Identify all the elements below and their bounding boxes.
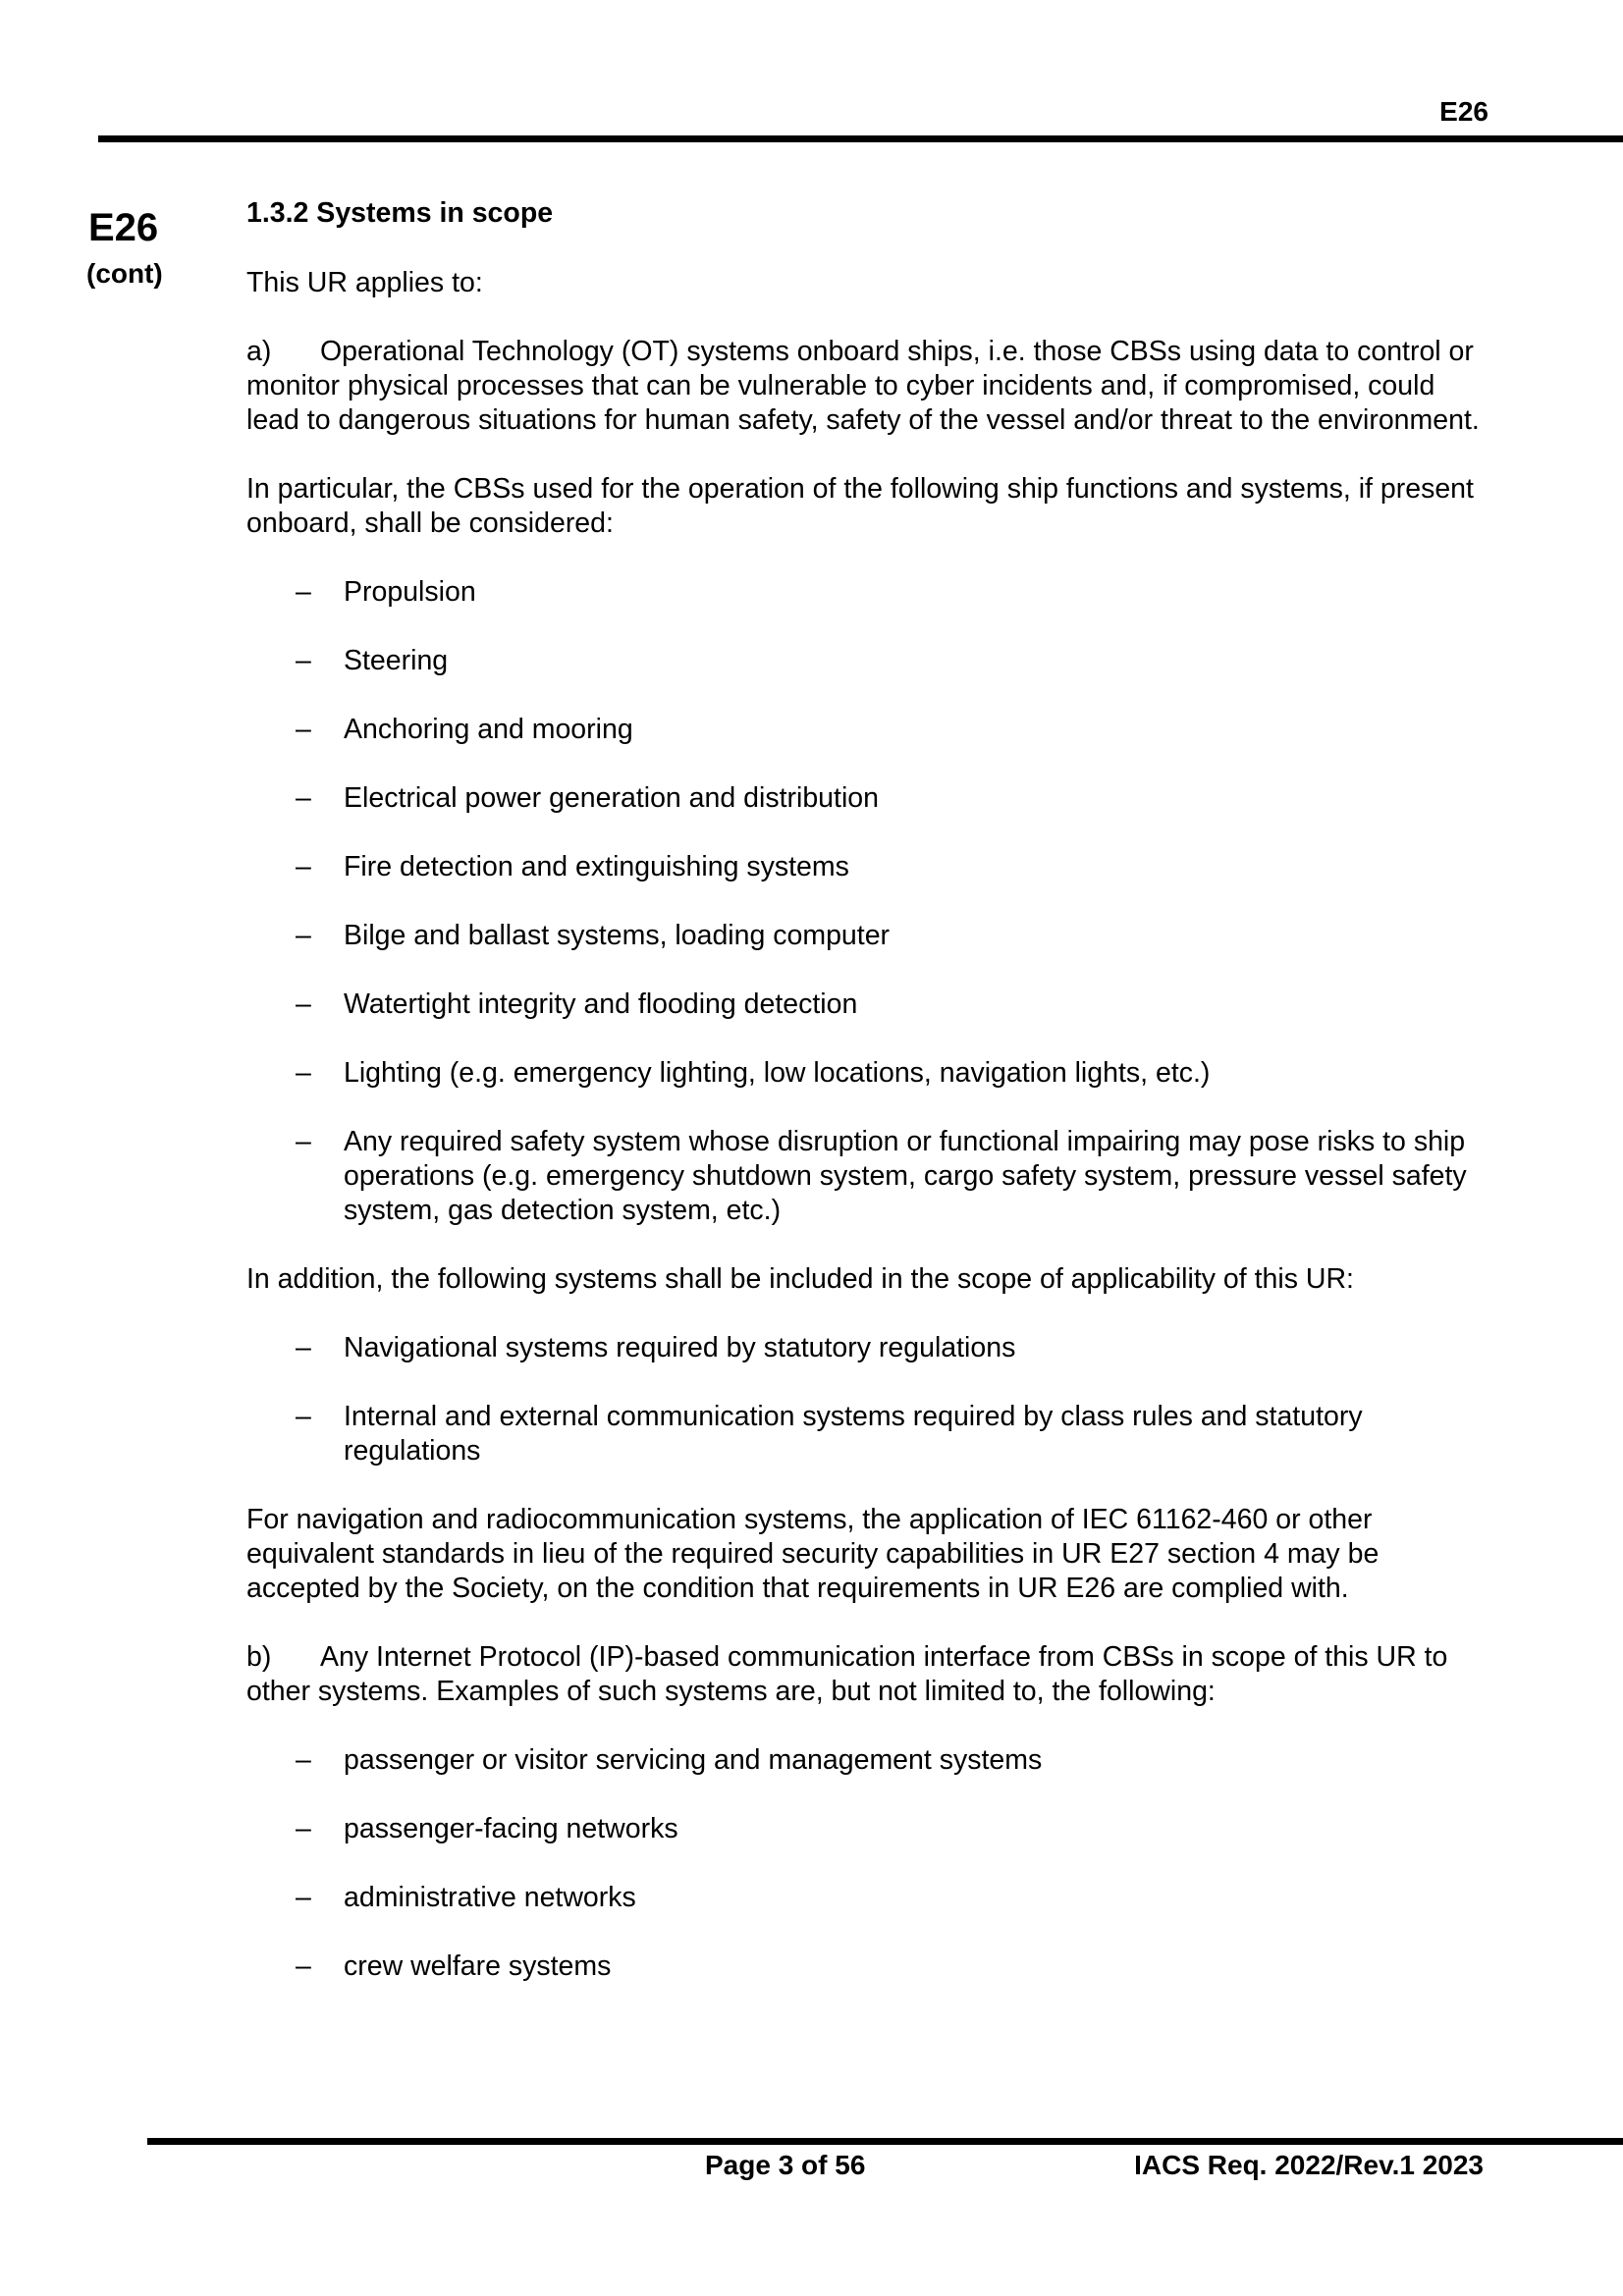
page-number: Page 3 of 56 <box>705 2150 866 2180</box>
dash-bullet: – <box>296 1332 311 1363</box>
document-body <box>246 196 1493 2018</box>
document-reference: IACS Req. 2022/Rev.1 2023 <box>1134 2150 1484 2180</box>
item-b-text: Any Internet Protocol (IP)-based communication interface from CBSs in scope of this UR to other systems. Examples of such systems are, but not limited to, the following: <box>246 1641 1448 1707</box>
margin-document-code: E26 <box>88 206 159 249</box>
dash-bullet: – <box>296 1401 311 1432</box>
additional-systems-list <box>246 1331 1493 1468</box>
list-item: – Any required safety system whose disruption or functional impairing may pose risks to ship operations (e.g. emergency shutdown system, cargo safety system, pressure vessel safety system, gas detection system, etc.) <box>296 1126 1467 1226</box>
list-item: – Navigational systems required by statutory regulations <box>296 1332 1016 1363</box>
dash-bullet: – <box>296 1813 311 1844</box>
list-item: – Anchoring and mooring <box>296 714 633 745</box>
list-item: – Fire detection and extinguishing systems <box>296 851 849 882</box>
dash-bullet: – <box>296 851 311 882</box>
list-item: – Electrical power generation and distribution <box>296 782 879 814</box>
particular-paragraph: In particular, the CBSs used for the operation of the following ship functions and systems, if present onboard, shall be considered: <box>246 473 1474 539</box>
item-a-paragraph <box>246 335 1493 438</box>
dash-bullet: – <box>296 1950 311 1982</box>
dash-bullet: – <box>296 576 311 608</box>
header-rule <box>98 135 1623 142</box>
addition-paragraph: In addition, the following systems shall be included in the scope of applicability of this UR: <box>246 1263 1354 1295</box>
dash-bullet: – <box>296 1744 311 1776</box>
margin-continued-label: (cont) <box>86 258 163 289</box>
dash-bullet: – <box>296 645 311 676</box>
item-b-paragraph <box>246 1640 1493 1709</box>
ship-functions-list <box>246 575 1493 1228</box>
list-item: – Lighting (e.g. emergency lighting, low locations, navigation lights, etc.) <box>296 1057 1211 1089</box>
list-item: – Propulsion <box>296 576 476 608</box>
dash-bullet: – <box>296 920 311 951</box>
navigation-paragraph: For navigation and radiocommunication systems, the application of IEC 61162-460 or other equivalent standards in lieu of the required security capabilities in UR E27 section 4 may be accepted by the Society, on the condition that requirements in UR E26 are complied with. <box>246 1504 1380 1604</box>
dash-bullet: – <box>296 782 311 814</box>
footer-rule <box>147 2138 1623 2145</box>
dash-bullet: – <box>296 988 311 1020</box>
dash-bullet: – <box>296 1057 311 1089</box>
item-a-label: a) <box>246 336 272 367</box>
list-item: – crew welfare systems <box>296 1950 612 1982</box>
dash-bullet: – <box>296 714 311 745</box>
list-item: – Watertight integrity and flooding detection <box>296 988 858 1020</box>
intro-paragraph: This UR applies to: <box>246 267 483 298</box>
item-b-label: b) <box>246 1641 272 1673</box>
dash-bullet: – <box>296 1126 311 1157</box>
list-item: – Steering <box>296 645 449 676</box>
list-item: – passenger or visitor servicing and management systems <box>296 1744 1043 1776</box>
ip-systems-list <box>246 1743 1493 1984</box>
list-item: – Internal and external communication systems required by class rules and statutory regulations <box>296 1401 1363 1467</box>
dash-bullet: – <box>296 1882 311 1913</box>
list-item: – administrative networks <box>296 1882 636 1913</box>
section-title: 1.3.2 Systems in scope <box>246 197 554 229</box>
item-a-text: Operational Technology (OT) systems onboard ships, i.e. those CBSs using data to control or monitor physical processes that can be vulnerable to cyber incidents and, if compromised, could lead to dangerous situations for human safety, safety of the vessel and/or threat to the environment. <box>246 336 1480 436</box>
list-item: – passenger-facing networks <box>296 1813 678 1844</box>
header-document-code: E26 <box>1439 96 1488 127</box>
list-item: – Bilge and ballast systems, loading computer <box>296 920 891 951</box>
